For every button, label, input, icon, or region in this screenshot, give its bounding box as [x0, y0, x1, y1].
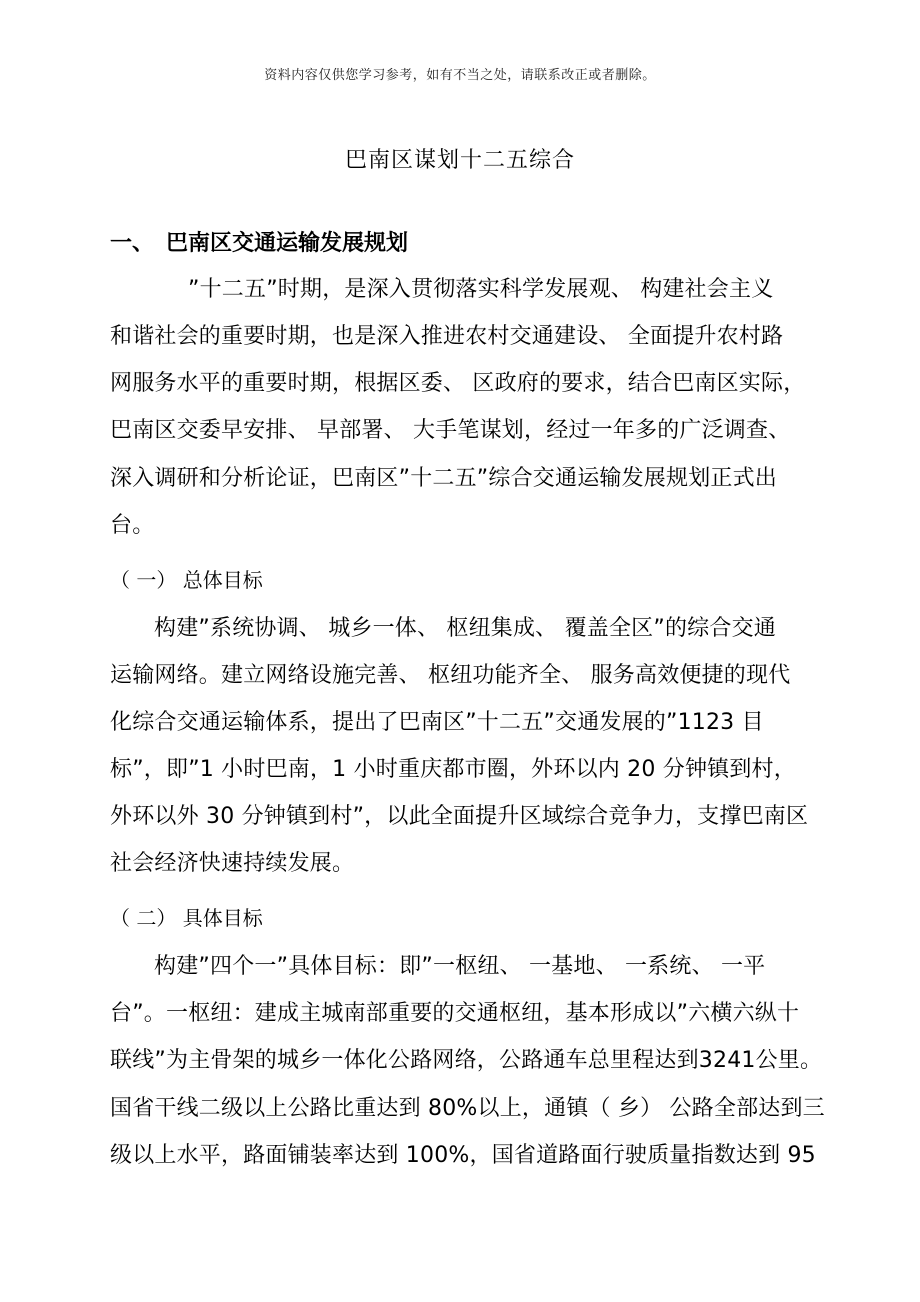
paragraph-line: 台”。一枢纽：建成主城南部重要的交通枢纽，基本形成以”六横六纵十 [110, 1001, 800, 1026]
subsection-heading: （ 二） 具体目标 [110, 906, 263, 930]
paragraph-line: 级以上水平，路面铺装率达到 100%，国省道路面行驶质量指数达到 95 [110, 1143, 816, 1168]
paragraph-line: 巴南区交委早安排、 早部署、 大手笔谋划，经过一年多的广泛调查、 [110, 418, 791, 443]
paragraph-line: 台。 [110, 513, 155, 538]
header-disclaimer: 资料内容仅供您学习参考，如有不当之处，请联系改正或者删除。 [264, 68, 656, 83]
subsection-heading: （ 一） 总体目标 [110, 568, 263, 592]
paragraph-line: 联线”为主骨架的城乡一体化公路网络，公路通车总里程达到3241公里。 [110, 1048, 823, 1073]
paragraph-line: 社会经济快速持续发展。 [110, 851, 355, 876]
paragraph-line: 国省干线二级以上公路比重达到 80%以上，通镇（ 乡） 公路全部达到三 [110, 1096, 825, 1121]
section-number: 一、 [110, 231, 155, 256]
paragraph-line: 网服务水平的重要时期，根据区委、 区政府的要求，结合巴南区实际， [110, 371, 806, 396]
paragraph-line: 深入调研和分析论证，巴南区”十二五”综合交通运输发展规划正式出 [110, 466, 777, 491]
paragraph-line: 外环以外 30 分钟镇到村”，以此全面提升区域综合竞争力，支撑巴南区 [110, 804, 809, 829]
paragraph-line: 和谐社会的重要时期，也是深入推进农村交通建设、 全面提升农村路 [110, 324, 784, 349]
paragraph-line: 标”，即”1 小时巴南，1 小时重庆都市圈，外环以内 20 分钟镇到村， [110, 757, 796, 782]
section-heading [110, 226, 408, 257]
paragraph-line: 构建”四个一”具体目标：即”一枢纽、 一基地、 一系统、 一平 [154, 954, 766, 979]
paragraph-line: ”十二五”时期，是深入贯彻落实科学发展观、 构建社会主义 [188, 277, 774, 302]
document-title: 巴南区谋划十二五综合 [344, 148, 575, 173]
paragraph-line: 化综合交通运输体系，提出了巴南区”十二五”交通发展的”1123 目 [110, 710, 764, 735]
section-heading-text: 巴南区交通运输发展规划 [166, 231, 409, 256]
paragraph-line: 运输网络。建立网络设施完善、 枢纽功能齐全、 服务高效便捷的现代 [110, 663, 791, 688]
paragraph-line: 构建”系统协调、 城乡一体、 枢纽集成、 覆盖全区”的综合交通 [154, 616, 776, 641]
